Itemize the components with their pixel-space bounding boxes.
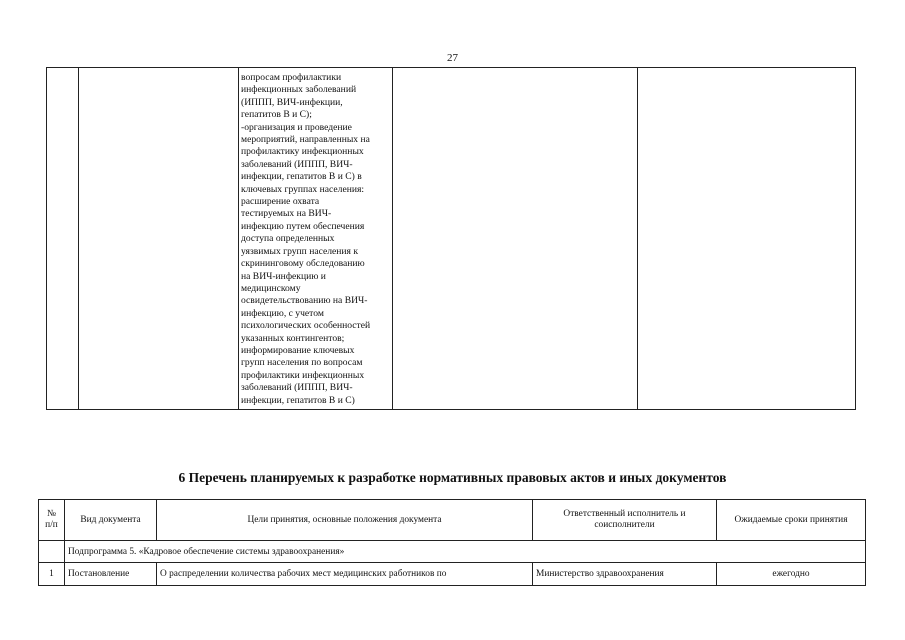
continuation-table <box>46 67 856 410</box>
row-doc-type: Постановление <box>65 563 157 586</box>
header-num: № п/п <box>39 500 65 541</box>
continuation-cell-text: вопросам профилактики инфекционных заболеваний (ИППП, ВИЧ-инфекции, гепатитов В и С); -организация и проведение мероприятий, направленных на профилактику инфекционных заболеваний (ИППП, ВИЧ- инфекции, гепатитов В и С) в ключевых группах населения: расширение охвата тестируемых на ВИЧ- инфекцию путем обеспечения доступа определенных уязвимых групп населения к скрининговому обследованию на ВИЧ-инфекцию и медицинскому освидетельствованию на ВИЧ- инфекцию, с учетом психологических особенностей указанных контингентов; информирование ключевых групп населения по вопросам профилактики инфекционных заболеваний (ИППП, ВИЧ- инфекции, гепатитов В и С) <box>241 72 371 406</box>
page-number: 27 <box>447 52 458 64</box>
row-num: 1 <box>39 563 65 586</box>
column-divider <box>637 68 638 409</box>
header-doc-type: Вид документа <box>65 500 157 541</box>
subprogram-title: Подпрограмма 5. «Кадровое обеспечение системы здравоохранения» <box>65 541 866 563</box>
section-heading: 6 Перечень планируемых к разработке нормативных правовых актов и иных документов <box>178 470 727 485</box>
header-goals: Цели принятия, основные положения документа <box>157 500 533 541</box>
table-header-row <box>39 500 866 541</box>
row-responsible: Министерство здравоохранения <box>533 563 717 586</box>
column-divider <box>78 68 79 409</box>
row-goals: О распределении количества рабочих мест медицинских работников по <box>157 563 533 586</box>
row-deadline: ежегодно <box>717 563 866 586</box>
subprogram-row <box>39 541 866 563</box>
table-row <box>39 563 866 586</box>
header-deadline: Ожидаемые сроки принятия <box>717 500 866 541</box>
subprogram-num-cell <box>39 541 65 563</box>
documents-table <box>38 499 866 586</box>
column-divider <box>238 68 239 409</box>
header-responsible: Ответственный исполнитель и соисполнители <box>533 500 717 541</box>
column-divider <box>392 68 393 409</box>
